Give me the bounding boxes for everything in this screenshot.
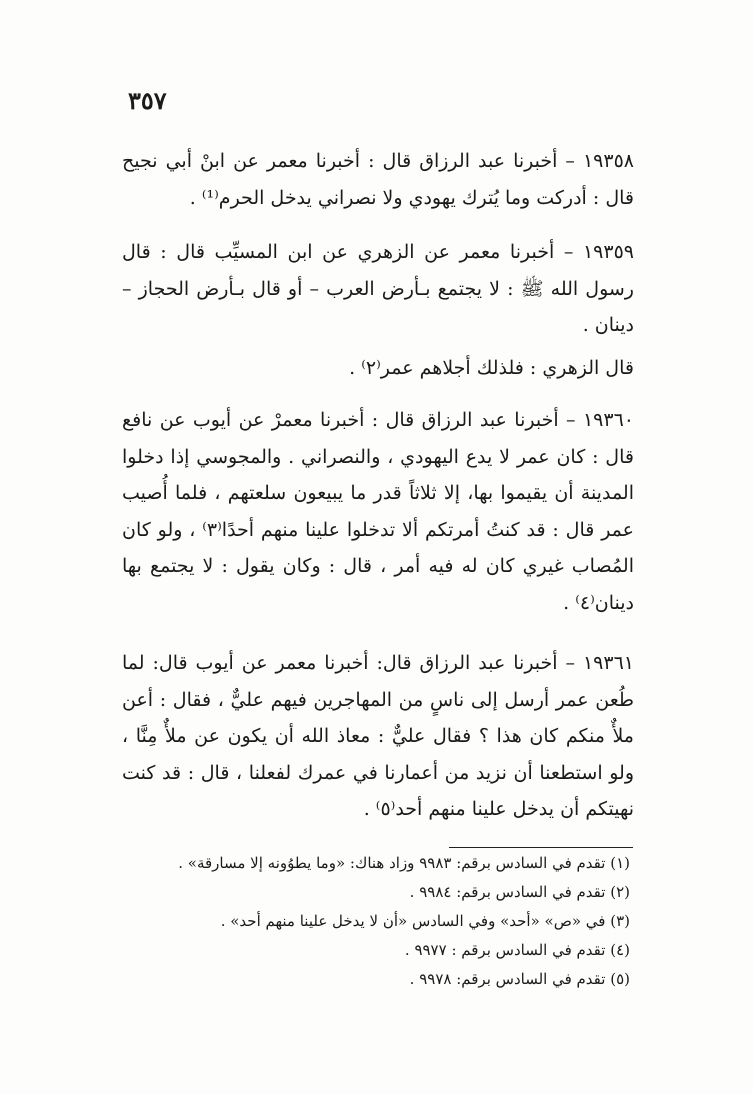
paragraph-text: ١٩٣٥٩ – أخبرنا معمر عن الزهري عن ابن المسيِّب قال : قال رسول الله ﷺ : لا يجتمع بـأرض العرب – أو قال بـأرض الحجاز – دينان . (122, 241, 634, 336)
page-number: ٣٥٧ (128, 86, 167, 115)
footnote-divider (449, 847, 633, 848)
footnote-3: (٣) في «ص» «أحد» وفي السادس «أن لا يدخل علينا منهم أحد» . (220, 912, 630, 930)
paragraph-text: ١٩٣٥٨ – أخبرنا عبد الرزاق قال : أخبرنا معمر عن ابنْ أبي نجيح قال : أدركت وما يُترك يهودي ولا نصراني يدخل الحرم⁽¹⁾ . (122, 150, 634, 209)
zuhri-comment (122, 350, 634, 387)
paragraph-text: ١٩٣٦٠ – أخبرنا عبد الرزاق قال : أخبرنا معمرْ عن أيوب عن نافع قال : كان عمر لا يدع اليهودي ، والنصراني . والمجوسي إذا دخلوا المدينة أن يقيموا بها، إلا ثلاثاً قدر ما يبيعون سلعتهم ، فلما أُصيب عمر قال : قد كنتُ أمرتكم ألا تدخلوا علينا منهم أحدًا⁽٣⁾ ، ولو كان المُصاب غيري كان له فيه أمر ، قال : وكان يقول : لا يجتمع بها دينان⁽٤⁾ . (122, 409, 634, 614)
hadith-19361 (122, 645, 634, 828)
footnote-1: (١) تقدم في السادس برقم: ٩٩٨٣ وزاد هناك: «وما يطوُونه إلا مسارقة» . (178, 854, 630, 872)
hadith-19359 (122, 234, 634, 344)
footnote-5: (٥) تقدم في السادس برقم: ٩٩٧٨ . (409, 970, 630, 988)
footnote-2: (٢) تقدم في السادس برقم: ٩٩٨٤ . (409, 883, 630, 901)
paragraph-text: قال الزهري : فلذلك أجلاهم عمر⁽٢⁾ . (349, 357, 634, 379)
footnote-4: (٤) تقدم في السادس برقم : ٩٩٧٧ . (404, 941, 630, 959)
footnotes (150, 849, 630, 994)
paragraph-text: ١٩٣٦١ – أخبرنا عبد الرزاق قال: أخبرنا معمر عن أيوب قال: لما طُعن عمر أرسل إلى ناسٍ من المهاجرين فيهم عليٌّ ، فقال : أعن ملأٌ منكم كان هذا ؟ فقال عليٌّ : معاذ الله أن يكون عن ملأٌ مِنَّا ، ولو استطعنا أن نزيد من أعمارنا في عمرك لفعلنا ، قال : قد كنت نهيتكم أن يدخل علينا منهم أحد⁽٥⁾ . (122, 652, 634, 820)
hadith-19360 (122, 402, 634, 621)
hadith-19358 (122, 143, 634, 216)
